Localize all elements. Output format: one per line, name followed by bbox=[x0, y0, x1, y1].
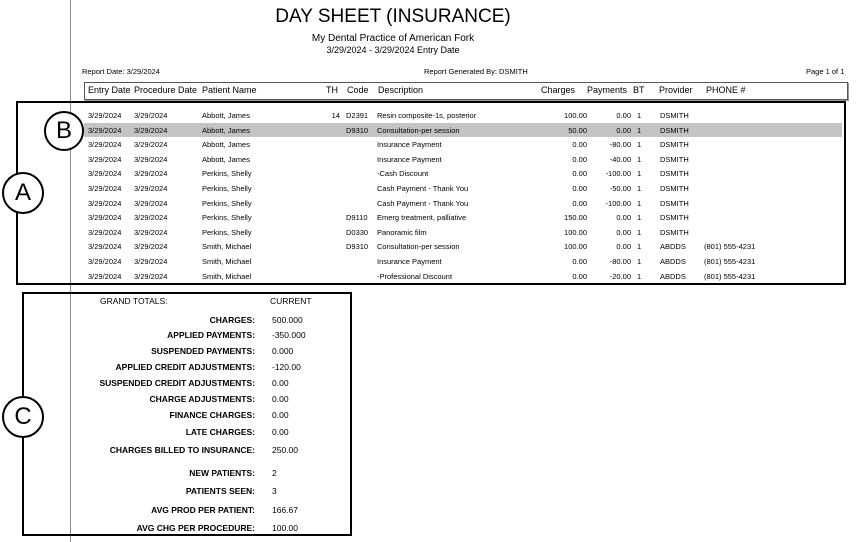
total-label: CHARGES BILLED TO INSURANCE: bbox=[109, 445, 255, 455]
cell-entry-date: 3/29/2024 bbox=[88, 154, 122, 164]
cell-description: Cash Payment - Thank You bbox=[377, 184, 469, 193]
cell-description: Resin composite-1s, posterior bbox=[377, 111, 477, 120]
cell-charges: 100.00 bbox=[564, 111, 587, 120]
callout-c-marker: C bbox=[2, 396, 44, 438]
col-code: Code bbox=[347, 85, 369, 95]
cell-entry-date: 3/29/2024 bbox=[88, 227, 122, 237]
cell-procedure-date: 3/29/2024 bbox=[134, 184, 168, 193]
callout-box-a bbox=[16, 101, 846, 285]
cell-patient-name: Perkins, Shelly bbox=[202, 227, 252, 237]
col-description: Description bbox=[378, 85, 424, 95]
cell-patient-name: Abbott, James bbox=[202, 125, 250, 135]
cell-code: D9110 bbox=[346, 213, 368, 223]
cell-payments: -40.00 bbox=[609, 154, 631, 164]
cell-patient-name: Perkins, Shelly bbox=[202, 184, 252, 193]
cell-charges: 0.00 bbox=[572, 140, 587, 150]
cell-phone: (801) 555-4231 bbox=[704, 257, 756, 266]
col-bt: BT bbox=[633, 85, 645, 95]
total-label: CHARGE ADJUSTMENTS: bbox=[149, 394, 255, 404]
cell-charges: 0.00 bbox=[572, 169, 587, 179]
cell-charges: 0.00 bbox=[572, 198, 587, 208]
cell-code: D2391 bbox=[346, 111, 369, 120]
cell-provider: DSMITH bbox=[660, 125, 689, 135]
total-value: 2 bbox=[272, 468, 277, 478]
cell-charges: 0.00 bbox=[572, 154, 587, 164]
cell-phone: (801) 555-4231 bbox=[704, 242, 756, 252]
cell-charges: 150.00 bbox=[564, 213, 587, 223]
cell-entry-date: 3/29/2024 bbox=[88, 242, 122, 252]
cell-patient-name: Perkins, Shelly bbox=[202, 169, 252, 179]
total-value: 500.000 bbox=[272, 315, 303, 325]
cell-entry-date: 3/29/2024 bbox=[88, 125, 122, 135]
cell-bt: 1 bbox=[637, 140, 642, 150]
cell-procedure-date: 3/29/2024 bbox=[134, 271, 168, 281]
col-patient-name: Patient Name bbox=[202, 85, 257, 95]
cell-procedure-date: 3/29/2024 bbox=[134, 169, 168, 179]
page-number: Page 1 of 1 bbox=[806, 67, 845, 76]
report-title: DAY SHEET (INSURANCE) bbox=[275, 6, 511, 27]
cell-charges: 0.00 bbox=[572, 271, 587, 281]
cell-payments: -100.00 bbox=[605, 169, 631, 179]
cell-description: -Professional Discount bbox=[377, 271, 453, 281]
date-range: 3/29/2024 - 3/29/2024 Entry Date bbox=[326, 45, 460, 55]
cell-bt: 1 bbox=[637, 257, 642, 266]
callout-a-marker: A bbox=[2, 172, 44, 214]
cell-procedure-date: 3/29/2024 bbox=[134, 257, 168, 266]
total-value: 0.00 bbox=[272, 427, 289, 437]
practice-name: My Dental Practice of American Fork bbox=[311, 33, 475, 44]
cell-provider: ABDDS bbox=[660, 271, 686, 281]
total-value: -350.000 bbox=[272, 330, 306, 340]
col-provider: Provider bbox=[659, 85, 693, 95]
callout-b-marker: B bbox=[44, 111, 84, 151]
total-value: -120.00 bbox=[272, 362, 301, 372]
cell-description: -Cash Discount bbox=[377, 169, 429, 179]
cell-procedure-date: 3/29/2024 bbox=[134, 198, 168, 208]
cell-entry-date: 3/29/2024 bbox=[88, 169, 122, 179]
total-label: APPLIED CREDIT ADJUSTMENTS: bbox=[115, 362, 255, 372]
cell-code: D9310 bbox=[346, 125, 369, 135]
cell-patient-name: Perkins, Shelly bbox=[202, 198, 252, 208]
total-label: APPLIED PAYMENTS: bbox=[167, 330, 255, 340]
cell-payments: -100.00 bbox=[605, 198, 631, 208]
cell-patient-name: Smith, Michael bbox=[202, 257, 252, 266]
cell-payments: 0.00 bbox=[616, 242, 631, 252]
cell-payments: 0.00 bbox=[616, 213, 631, 223]
cell-provider: DSMITH bbox=[660, 227, 689, 237]
cell-procedure-date: 3/29/2024 bbox=[134, 154, 168, 164]
cell-bt: 1 bbox=[637, 198, 642, 208]
cell-description: Cash Payment - Thank You bbox=[377, 198, 469, 208]
cell-entry-date: 3/29/2024 bbox=[88, 140, 122, 150]
cell-bt: 1 bbox=[637, 154, 642, 164]
cell-provider: DSMITH bbox=[660, 154, 689, 164]
cell-entry-date: 3/29/2024 bbox=[88, 213, 122, 223]
cell-payments: -80.00 bbox=[609, 140, 631, 150]
col-entry-date: Entry Date bbox=[88, 85, 131, 95]
cell-procedure-date: 3/29/2024 bbox=[134, 140, 168, 150]
cell-payments: -50.00 bbox=[609, 184, 631, 193]
total-value: 100.00 bbox=[272, 523, 298, 533]
total-label: FINANCE CHARGES: bbox=[169, 410, 255, 420]
cell-payments: 0.00 bbox=[616, 111, 631, 120]
cell-entry-date: 3/29/2024 bbox=[88, 257, 122, 266]
cell-code: D0330 bbox=[346, 227, 369, 237]
cell-provider: ABDDS bbox=[660, 257, 686, 266]
cell-charges: 100.00 bbox=[564, 227, 587, 237]
cell-description: Insurance Payment bbox=[377, 257, 442, 266]
total-value: 0.00 bbox=[272, 378, 289, 388]
col-procedure-date: Procedure Date bbox=[134, 85, 198, 95]
cell-description: Panoramic film bbox=[377, 227, 427, 237]
cell-code: D9310 bbox=[346, 242, 369, 252]
cell-procedure-date: 3/29/2024 bbox=[134, 111, 168, 120]
cell-patient-name: Abbott, James bbox=[202, 154, 250, 164]
cell-bt: 1 bbox=[637, 169, 642, 179]
cell-patient-name: Abbott, James bbox=[202, 140, 250, 150]
cell-payments: 0.00 bbox=[616, 227, 631, 237]
cell-provider: DSMITH bbox=[660, 140, 689, 150]
total-value: 166.67 bbox=[272, 505, 298, 515]
cell-provider: DSMITH bbox=[660, 213, 689, 223]
total-label: CHARGES: bbox=[209, 315, 255, 325]
cell-patient-name: Abbott, James bbox=[202, 111, 250, 120]
report-date: Report Date: 3/29/2024 bbox=[82, 67, 160, 76]
col-payments: Payments bbox=[587, 85, 628, 95]
cell-patient-name: Smith, Michael bbox=[202, 242, 252, 252]
cell-charges: 0.00 bbox=[572, 257, 587, 266]
cell-entry-date: 3/29/2024 bbox=[88, 184, 122, 193]
cell-bt: 1 bbox=[637, 271, 642, 281]
total-value: 0.000 bbox=[272, 346, 294, 356]
cell-payments: 0.00 bbox=[616, 125, 631, 135]
total-value: 0.00 bbox=[272, 394, 289, 404]
generated-by: Report Generated By: DSMITH bbox=[424, 67, 528, 76]
cell-procedure-date: 3/29/2024 bbox=[134, 213, 168, 223]
cell-patient-name: Perkins, Shelly bbox=[202, 213, 252, 223]
cell-entry-date: 3/29/2024 bbox=[88, 111, 122, 120]
grand-totals-heading: GRAND TOTALS: bbox=[100, 296, 168, 306]
cell-description: Consultation-per session bbox=[377, 242, 460, 252]
cell-entry-date: 3/29/2024 bbox=[88, 271, 122, 281]
cell-procedure-date: 3/29/2024 bbox=[134, 125, 168, 135]
cell-bt: 1 bbox=[637, 111, 642, 120]
cell-th: 14 bbox=[331, 111, 340, 120]
total-label: NEW PATIENTS: bbox=[189, 468, 255, 478]
cell-payments: -20.00 bbox=[609, 271, 631, 281]
cell-phone: (801) 555-4231 bbox=[704, 271, 756, 281]
col-phone: PHONE # bbox=[706, 85, 746, 95]
cell-entry-date: 3/29/2024 bbox=[88, 198, 122, 208]
cell-provider: DSMITH bbox=[660, 184, 689, 193]
col-th: TH bbox=[326, 85, 338, 95]
cell-provider: DSMITH bbox=[660, 169, 689, 179]
cell-provider: DSMITH bbox=[660, 111, 689, 120]
total-value: 250.00 bbox=[272, 445, 298, 455]
cell-procedure-date: 3/29/2024 bbox=[134, 242, 168, 252]
cell-provider: DSMITH bbox=[660, 198, 689, 208]
cell-description: Emerg treatment, palliative bbox=[377, 213, 467, 223]
cell-bt: 1 bbox=[637, 213, 642, 223]
cell-payments: -80.00 bbox=[609, 257, 631, 266]
total-label: AVG PROD PER PATIENT: bbox=[151, 505, 255, 515]
cell-patient-name: Smith, Michael bbox=[202, 271, 252, 281]
cell-bt: 1 bbox=[637, 184, 642, 193]
cell-bt: 1 bbox=[637, 125, 642, 135]
cell-description: Insurance Payment bbox=[377, 154, 442, 164]
total-label: LATE CHARGES: bbox=[185, 427, 255, 437]
cell-procedure-date: 3/29/2024 bbox=[134, 227, 168, 237]
total-value: 3 bbox=[272, 486, 277, 496]
total-value: 0.00 bbox=[272, 410, 289, 420]
cell-charges: 0.00 bbox=[572, 184, 587, 193]
total-label: SUSPENDED PAYMENTS: bbox=[151, 346, 255, 356]
total-label: AVG CHG PER PROCEDURE: bbox=[136, 523, 255, 533]
cell-description: Insurance Payment bbox=[377, 140, 442, 150]
current-column-heading: CURRENT bbox=[270, 296, 312, 306]
cell-charges: 50.00 bbox=[568, 125, 587, 135]
col-charges: Charges bbox=[541, 85, 576, 95]
cell-bt: 1 bbox=[637, 227, 642, 237]
cell-description: Consultation-per session bbox=[377, 125, 460, 135]
total-label: SUSPENDED CREDIT ADJUSTMENTS: bbox=[99, 378, 255, 388]
cell-charges: 100.00 bbox=[564, 242, 587, 252]
total-label: PATIENTS SEEN: bbox=[185, 486, 255, 496]
cell-bt: 1 bbox=[637, 242, 642, 252]
cell-provider: ABDDS bbox=[660, 242, 686, 252]
